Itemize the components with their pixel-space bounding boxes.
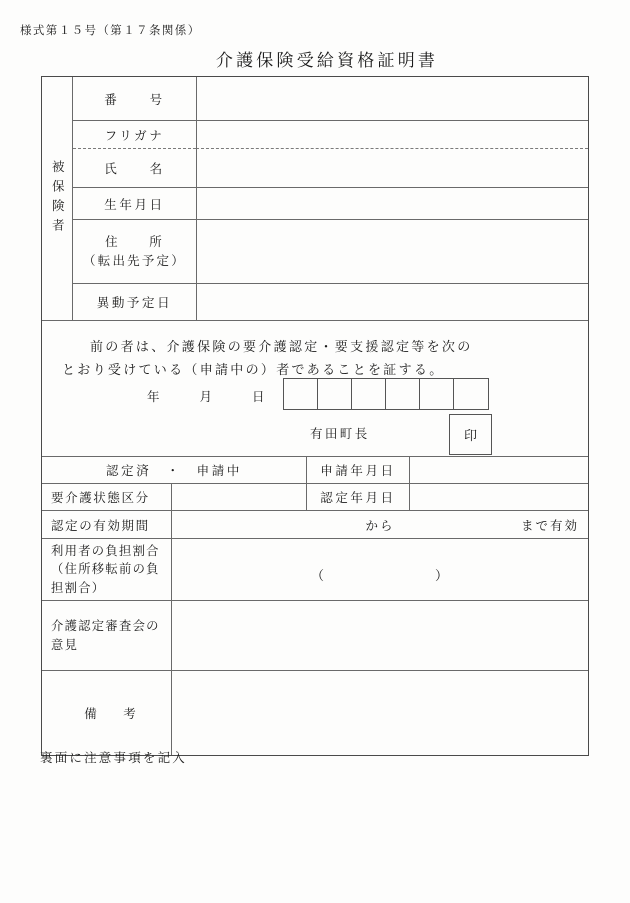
burden-ratio-label-line2: （住所移転前の負 — [51, 562, 160, 577]
table-row — [73, 77, 588, 121]
valid-period-value[interactable] — [171, 511, 588, 539]
table-row — [42, 671, 588, 755]
insured-move-date-value[interactable] — [196, 284, 588, 321]
insured-person-vertical-label: 被保険者 — [42, 77, 73, 321]
issue-date-month-label: 月 — [199, 389, 214, 404]
table-row — [73, 188, 588, 220]
burden-paren-open: （ — [310, 569, 325, 584]
certified-date-value[interactable] — [409, 484, 588, 511]
insured-address-value[interactable] — [196, 220, 588, 284]
insured-name-value[interactable] — [196, 149, 588, 188]
insured-address-label-line2: （転出先予定） — [83, 252, 186, 268]
insured-person-rows — [73, 77, 588, 321]
table-row — [42, 601, 588, 671]
issuer-name: 有田町長 — [310, 426, 370, 441]
statement-line-1: 前の者は、介護保険の要介護認定・要支援認定等を次の — [90, 340, 473, 355]
issue-date-day-label: 日 — [252, 389, 266, 404]
table-row — [42, 511, 588, 539]
valid-period-from-label: から — [365, 517, 395, 533]
remarks-value[interactable] — [171, 671, 588, 755]
insured-birthdate-value[interactable] — [196, 188, 588, 220]
insured-address-label-line1: 住 所 — [105, 234, 164, 250]
table-row — [73, 121, 588, 149]
issue-date-year-label: 年 — [147, 389, 161, 404]
certification-statement-section — [42, 321, 588, 457]
insured-number-value[interactable] — [196, 77, 588, 121]
care-level-label: 要介護状態区分 — [42, 484, 171, 511]
table-row — [73, 149, 588, 188]
review-board-opinion-value[interactable] — [171, 601, 588, 671]
footer-note: 裏面に注意事項を記入 — [40, 750, 188, 765]
table-row — [42, 484, 588, 511]
insured-furigana-label: フリガナ — [73, 121, 196, 149]
statement-line-2: とおり受けている（申請中の）者であることを証する。 — [62, 362, 445, 378]
insured-furigana-value[interactable] — [196, 121, 588, 149]
valid-period-label: 認定の有効期間 — [42, 511, 171, 539]
burden-ratio-label-line1: 利用者の負担割合 — [51, 543, 160, 558]
insured-address-label — [73, 220, 196, 284]
review-board-opinion-label-line2: 意見 — [51, 637, 79, 652]
insured-number-label: 番 号 — [73, 77, 196, 121]
form-number: 様式第１５号（第１７条関係） — [20, 23, 201, 37]
burden-ratio-parentheses — [172, 565, 588, 584]
seal-label: 印 — [463, 429, 477, 444]
seal-box — [449, 414, 492, 455]
issue-date-labels — [147, 387, 266, 405]
burden-paren-close: ） — [434, 569, 449, 584]
insured-name-label: 氏 名 — [73, 149, 196, 188]
issue-date-boxes[interactable] — [283, 378, 489, 410]
table-row — [73, 284, 588, 321]
date-box-cell[interactable] — [352, 379, 386, 409]
burden-ratio-label-line3: 担割合） — [51, 580, 106, 595]
review-board-opinion-label — [42, 601, 171, 671]
remarks-label: 備 考 — [84, 706, 143, 721]
application-date-label: 申請年月日 — [306, 457, 409, 484]
application-date-value[interactable] — [409, 457, 588, 484]
certification-status-label[interactable]: 認定済 ・ 申請中 — [42, 457, 306, 484]
table-row — [73, 220, 588, 284]
valid-period-to-label: まで有効 — [520, 517, 579, 533]
date-box-cell[interactable] — [386, 379, 420, 409]
page-title: 介護保険受給資格証明書 — [215, 51, 439, 71]
date-box-cell[interactable] — [318, 379, 352, 409]
table-row — [42, 457, 588, 484]
burden-ratio-label — [42, 539, 171, 601]
insured-birthdate-label: 生年月日 — [73, 188, 196, 220]
certificate-table — [41, 76, 589, 756]
date-box-cell[interactable] — [454, 379, 488, 409]
insured-person-section — [42, 77, 588, 321]
burden-ratio-value[interactable] — [171, 539, 588, 601]
statement-text — [62, 337, 574, 383]
date-box-cell[interactable] — [284, 379, 318, 409]
table-row — [42, 539, 588, 601]
date-box-cell[interactable] — [420, 379, 454, 409]
review-board-opinion-label-line1: 介護認定審査会の — [51, 619, 160, 634]
care-level-value[interactable] — [171, 484, 306, 511]
certified-date-label: 認定年月日 — [306, 484, 409, 511]
insured-move-date-label: 異動予定日 — [73, 284, 196, 321]
